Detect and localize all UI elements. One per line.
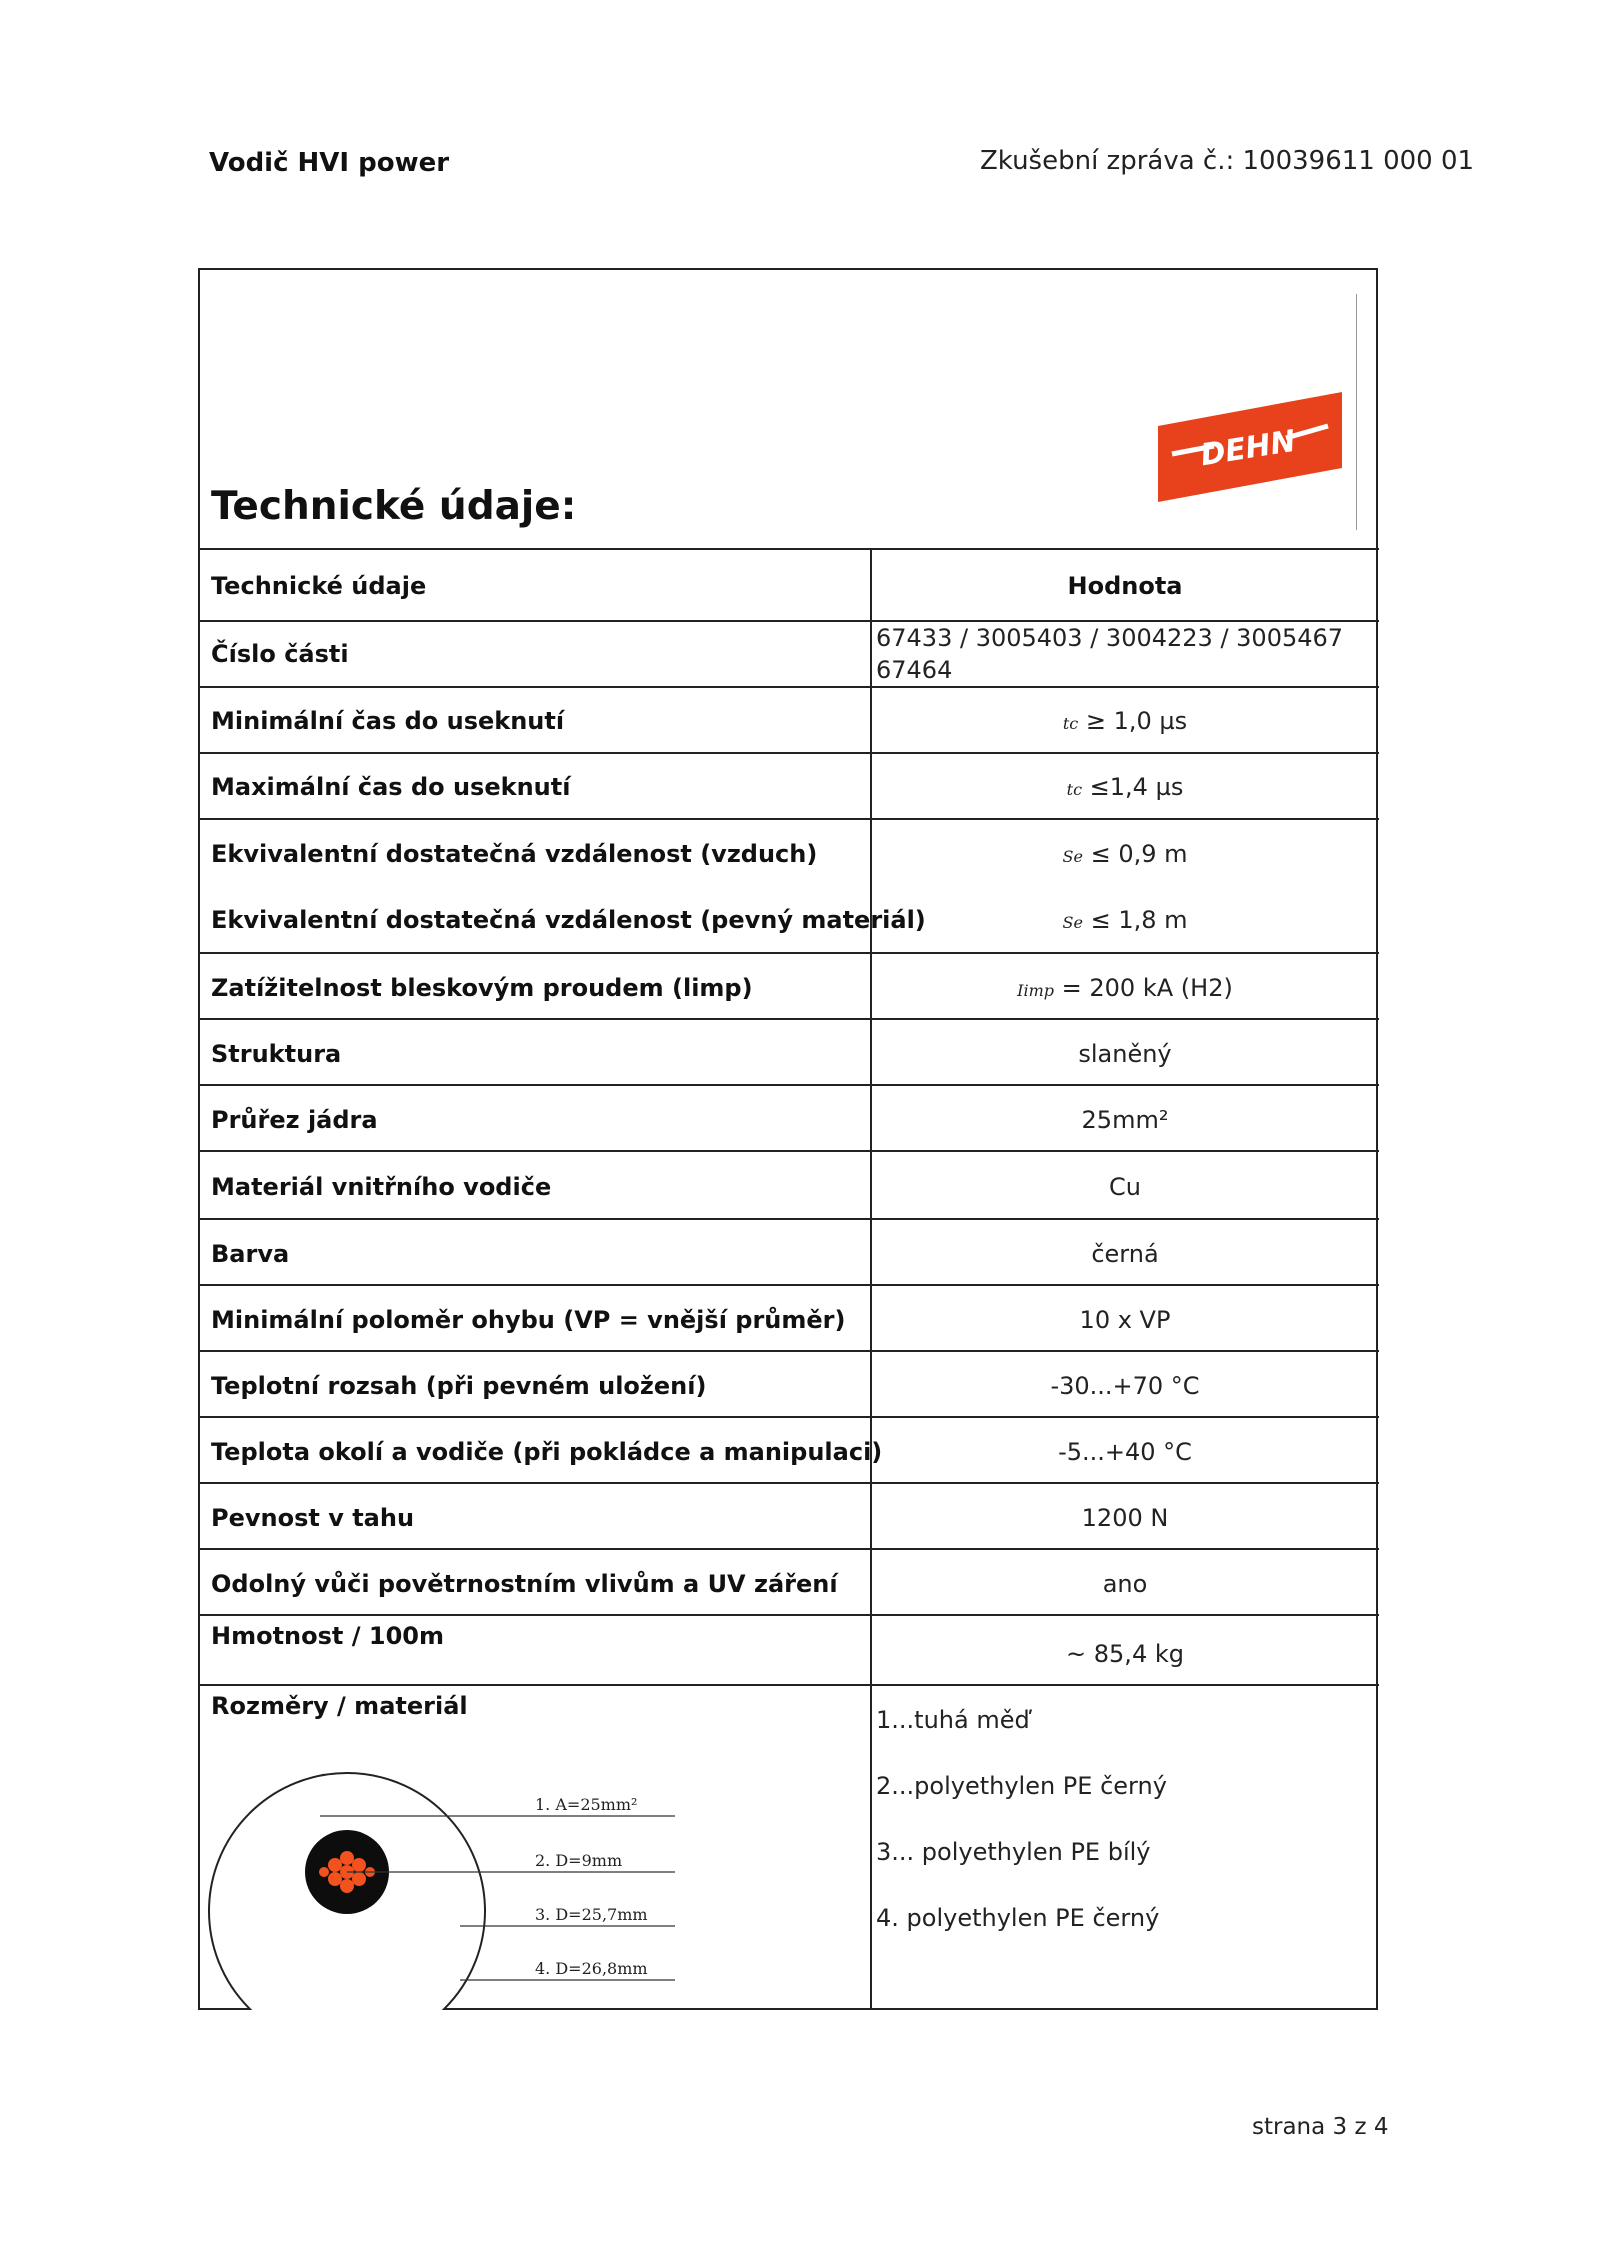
callout-outer-diameter: 4. D=26,8mm bbox=[535, 1959, 648, 1978]
dehn-logo bbox=[1158, 392, 1344, 504]
part-number-value-line2: 67464 bbox=[876, 656, 953, 684]
air-distance-value: Se ≤ 0,9 m bbox=[1062, 840, 1188, 868]
column-divider bbox=[870, 548, 872, 2010]
temp-ambient-value: -5...+40 °C bbox=[1058, 1438, 1192, 1466]
solid-distance-label: Ekvivalentní dostatečná vzdálenost (pevný materiál) bbox=[211, 906, 926, 934]
section-title: Technické údaje: bbox=[211, 484, 577, 529]
row-divider bbox=[199, 1482, 1379, 1484]
row-divider bbox=[199, 1084, 1379, 1086]
row-divider bbox=[199, 1018, 1379, 1020]
row-divider bbox=[199, 818, 1379, 820]
tensile-strength-label: Pevnost v tahu bbox=[211, 1504, 415, 1532]
color-value: černá bbox=[1091, 1240, 1159, 1268]
row-divider bbox=[199, 952, 1379, 954]
part-number-value-line1: 67433 / 3005403 / 3004223 / 3005467 bbox=[876, 624, 1344, 652]
dimensions-item-2: 2...polyethylen PE černý bbox=[876, 1772, 1167, 1800]
document-product-title: Vodič HVI power bbox=[209, 148, 450, 178]
lightning-current-label: Zatížitelnost bleskovým proudem (limp) bbox=[211, 974, 753, 1002]
uv-resistance-value: ano bbox=[1102, 1570, 1148, 1598]
bend-radius-label: Minimální poloměr ohybu (VP = vnější průměr) bbox=[211, 1306, 846, 1334]
dimensions-item-4: 4. polyethylen PE černý bbox=[876, 1904, 1160, 1932]
color-label: Barva bbox=[211, 1240, 290, 1268]
core-section-label: Průřez jádra bbox=[211, 1106, 378, 1134]
weight-label: Hmotnost / 100m bbox=[211, 1622, 444, 1650]
dimensions-item-3: 3... polyethylen PE bílý bbox=[876, 1838, 1151, 1866]
row-divider bbox=[199, 1684, 1379, 1686]
row-divider bbox=[199, 1218, 1379, 1220]
row-divider bbox=[199, 620, 1379, 622]
uv-resistance-label: Odolný vůči povětrnostním vlivům a UV záření bbox=[211, 1570, 838, 1598]
inner-material-label: Materiál vnitřního vodiče bbox=[211, 1173, 552, 1201]
row-divider bbox=[199, 752, 1379, 754]
structure-value: slaněný bbox=[1078, 1040, 1172, 1068]
temp-fixed-value: -30...+70 °C bbox=[1050, 1372, 1200, 1400]
row-divider bbox=[199, 1150, 1379, 1152]
min-cutoff-value: tc ≥ 1,0 µs bbox=[1062, 707, 1188, 735]
max-cutoff-value: tc ≤1,4 µs bbox=[1066, 773, 1184, 801]
callout-core-area: 1. A=25mm² bbox=[535, 1795, 638, 1814]
svg-text:DEHN: DEHN bbox=[1198, 423, 1299, 474]
inner-material-value: Cu bbox=[1109, 1173, 1141, 1201]
row-divider bbox=[199, 1350, 1379, 1352]
weight-value: ~ 85,4 kg bbox=[1066, 1640, 1184, 1668]
structure-label: Struktura bbox=[211, 1040, 342, 1068]
temp-fixed-label: Teplotní rozsah (při pevném uložení) bbox=[211, 1372, 707, 1400]
row-divider bbox=[199, 548, 1379, 550]
temp-ambient-label: Teplota okolí a vodiče (při pokládce a manipulaci) bbox=[211, 1438, 883, 1466]
page-number: strana 3 z 4 bbox=[1252, 2114, 1389, 2140]
tensile-strength-value: 1200 N bbox=[1081, 1504, 1169, 1532]
min-cutoff-label: Minimální čas do useknutí bbox=[211, 707, 565, 735]
dimensions-label: Rozměry / materiál bbox=[211, 1692, 468, 1720]
row-divider bbox=[199, 1284, 1379, 1286]
lightning-current-value: Iimp = 200 kA (H2) bbox=[1017, 974, 1233, 1002]
air-distance-label: Ekvivalentní dostatečná vzdálenost (vzduch) bbox=[211, 840, 818, 868]
row-divider bbox=[199, 1614, 1379, 1616]
table-head-label: Technické údaje bbox=[211, 572, 427, 600]
part-number-label: Číslo části bbox=[211, 640, 349, 668]
callout-middle-diameter: 3. D=25,7mm bbox=[535, 1905, 648, 1924]
row-divider bbox=[199, 1548, 1379, 1550]
cable-cross-section-diagram bbox=[200, 1726, 680, 2010]
test-report-number: Zkušební zpráva č.: 10039611 000 01 bbox=[980, 146, 1475, 176]
solid-distance-value: Se ≤ 1,8 m bbox=[1062, 906, 1188, 934]
dimensions-item-1: 1...tuhá měď bbox=[876, 1706, 1030, 1734]
max-cutoff-label: Maximální čas do useknutí bbox=[211, 773, 571, 801]
table-head-value: Hodnota bbox=[1067, 572, 1183, 600]
bend-radius-value: 10 x VP bbox=[1079, 1306, 1171, 1334]
callout-inner-diameter: 2. D=9mm bbox=[535, 1851, 623, 1870]
row-divider bbox=[199, 1416, 1379, 1418]
core-section-value: 25mm² bbox=[1081, 1106, 1169, 1134]
row-divider bbox=[199, 686, 1379, 688]
